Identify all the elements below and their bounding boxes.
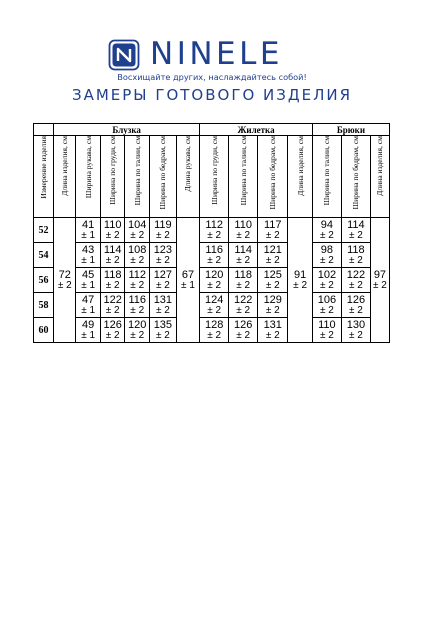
vest-chest-cell: [200, 293, 229, 318]
sleeve-width-cell: [76, 243, 101, 268]
col-header-cell: [54, 136, 76, 218]
waist-width-cell: [125, 243, 150, 268]
measure-value: 118: [347, 244, 365, 256]
measure-tolerance: ± 2: [155, 330, 170, 341]
trousers-waist-cell: [312, 318, 341, 343]
group-bluzka: Блузка: [54, 124, 200, 136]
chest-width-cell: [100, 268, 125, 293]
vest-chest-cell: [200, 243, 229, 268]
vest-hips-cell: [258, 293, 288, 318]
hips-width-cell: [149, 318, 176, 343]
sleeve-width-cell: [76, 268, 101, 293]
trousers-waist-cell: [312, 218, 341, 243]
measure-tolerance: ± 2: [155, 305, 170, 316]
measure-tolerance: ± 2: [207, 280, 222, 291]
measure-tolerance: ± 2: [236, 230, 251, 241]
measure-tolerance: ± 2: [105, 305, 120, 316]
measure-value: 129: [263, 294, 282, 306]
waist-width-cell: [125, 268, 150, 293]
sleeve-width-cell: [76, 218, 101, 243]
brand-tagline: Восхищайте других, наслаждайтесь собой!: [117, 72, 307, 82]
page-title: ЗАМЕРЫ ГОТОВОГО ИЗДЕЛИЯ: [71, 86, 353, 104]
measure-value: 110: [234, 219, 252, 231]
measure-tolerance: ± 2: [319, 280, 334, 291]
measure-value: 97: [373, 269, 387, 281]
vest-hips-cell: [258, 268, 288, 293]
group-zhiletka: Жилетка: [200, 124, 313, 136]
col-header-cell: [229, 136, 258, 218]
size-cell: 52: [34, 218, 54, 243]
size-cell: 60: [34, 318, 54, 343]
col-header-cell: [258, 136, 288, 218]
measure-value: 117: [263, 219, 282, 231]
col-header: Ширина рукава, см: [83, 136, 93, 199]
vest-hips-cell: [258, 243, 288, 268]
measure-value: 112: [128, 269, 146, 281]
measure-tolerance: ± 1: [81, 230, 96, 241]
measure-tolerance: ± 1: [181, 280, 195, 291]
measure-tolerance: ± 2: [236, 330, 251, 341]
measure-value: 116: [128, 294, 146, 306]
chest-width-cell: [100, 218, 125, 243]
measure-value: 98: [320, 244, 334, 256]
measure-tolerance: ± 2: [236, 305, 251, 316]
group-header-row: [34, 124, 390, 136]
measure-tolerance: ± 2: [319, 330, 334, 341]
measure-tolerance: ± 2: [373, 280, 387, 291]
hips-width-cell: [149, 293, 176, 318]
measure-tolerance: ± 2: [105, 330, 120, 341]
measure-value: 122: [103, 294, 122, 306]
measure-value: 131: [153, 294, 173, 306]
chest-width-cell: [100, 293, 125, 318]
trousers-hips-cell: [341, 318, 370, 343]
col-header: Ширина по бедрам, см: [158, 136, 168, 210]
waist-width-cell: [125, 318, 150, 343]
vest-waist-cell: [229, 243, 258, 268]
col-header-cell: [312, 136, 341, 218]
measure-value: 126: [346, 294, 366, 306]
trousers-waist-cell: [312, 268, 341, 293]
measure-tolerance: ± 2: [265, 230, 280, 241]
measure-tolerance: ± 2: [236, 255, 251, 266]
measure-value: 67: [181, 269, 195, 281]
measure-value: 123: [153, 244, 173, 256]
col-header-cell: [176, 136, 199, 218]
measure-value: 45: [82, 269, 95, 281]
trousers-waist-cell: [312, 293, 341, 318]
measure-value: 94: [320, 219, 334, 231]
trousers-waist-cell: [312, 243, 341, 268]
sleeve-length-cell: [176, 218, 199, 343]
measure-value: 121: [263, 244, 282, 256]
measure-tolerance: ± 2: [236, 280, 251, 291]
vest-hips-cell: [258, 318, 288, 343]
measure-value: 114: [347, 219, 365, 231]
measure-value: 110: [318, 319, 336, 331]
col-header-cell: [125, 136, 150, 218]
col-header: Длина изделия, см: [375, 136, 385, 196]
measure-tolerance: ± 2: [105, 230, 120, 241]
measure-value: 131: [263, 319, 282, 331]
measure-value: 126: [103, 319, 122, 331]
table-row: [34, 218, 390, 243]
size-cell: 56: [34, 268, 54, 293]
measure-value: 118: [103, 269, 122, 281]
measure-tolerance: ± 1: [81, 255, 96, 266]
chest-width-cell: [100, 243, 125, 268]
corner-cell: [34, 124, 54, 136]
measure-tolerance: ± 1: [81, 330, 96, 341]
measure-tolerance: ± 2: [319, 255, 334, 266]
measure-tolerance: ± 2: [130, 230, 145, 241]
measure-value: 104: [128, 219, 147, 231]
logo-emblem-icon: [108, 39, 140, 71]
measure-tolerance: ± 2: [265, 280, 280, 291]
hips-width-cell: [149, 218, 176, 243]
col-header: Ширина по груди, см: [108, 136, 118, 205]
table-row: [34, 268, 390, 293]
measure-tolerance: ± 2: [319, 305, 334, 316]
measure-tolerance: ± 2: [207, 230, 222, 241]
measure-value: 112: [205, 219, 223, 231]
bluzka-length-cell: [54, 218, 76, 343]
col-header-cell: [149, 136, 176, 218]
measure-tolerance: ± 2: [130, 330, 145, 341]
measure-value: 47: [82, 294, 95, 306]
vest-waist-cell: [229, 268, 258, 293]
sleeve-width-cell: [76, 293, 101, 318]
table-row: [34, 318, 390, 343]
measure-tolerance: ± 2: [155, 280, 170, 291]
measure-tolerance: ± 2: [348, 230, 363, 241]
group-bryuki: Брюки: [312, 124, 389, 136]
vest-waist-cell: [229, 318, 258, 343]
measure-value: 119: [154, 219, 172, 231]
measure-value: 122: [234, 294, 253, 306]
measure-tolerance: ± 2: [207, 330, 222, 341]
size-cell: 58: [34, 293, 54, 318]
measure-value: 110: [103, 219, 122, 231]
trousers-hips-cell: [341, 243, 370, 268]
measure-tolerance: ± 2: [348, 280, 363, 291]
measure-value: 130: [346, 319, 366, 331]
measure-value: 126: [234, 319, 253, 331]
col-header: Ширина по талии, см: [132, 136, 142, 206]
size-cell: 54: [34, 243, 54, 268]
waist-width-cell: [125, 293, 150, 318]
measure-value: 106: [317, 294, 337, 306]
trousers-hips-cell: [341, 268, 370, 293]
measure-value: 116: [205, 244, 223, 256]
measure-value: 118: [234, 269, 252, 281]
vest-chest-cell: [200, 268, 229, 293]
col-header-cell: [288, 136, 313, 218]
waist-width-cell: [125, 218, 150, 243]
measure-value: 125: [263, 269, 282, 281]
measure-value: 135: [153, 319, 173, 331]
chest-width-cell: [100, 318, 125, 343]
size-header-cell: [34, 136, 54, 218]
measure-tolerance: ± 2: [207, 255, 222, 266]
measure-tolerance: ± 2: [155, 255, 170, 266]
measure-value: 49: [82, 319, 95, 331]
measure-tolerance: ± 2: [130, 305, 145, 316]
table-row: [34, 293, 390, 318]
measure-tolerance: ± 2: [348, 305, 363, 316]
measure-value: 128: [205, 319, 224, 331]
hips-width-cell: [149, 268, 176, 293]
col-header-cell: [370, 136, 389, 218]
measure-tolerance: ± 2: [207, 305, 222, 316]
measure-value: 102: [317, 269, 337, 281]
col-header-cell: [200, 136, 229, 218]
measure-tolerance: ± 2: [265, 255, 280, 266]
measure-value: 122: [346, 269, 366, 281]
measure-value: 43: [82, 244, 95, 256]
measure-value: 114: [103, 244, 122, 256]
measure-tolerance: ± 2: [293, 280, 307, 291]
table-row: [34, 243, 390, 268]
measure-value: 91: [293, 269, 307, 281]
measure-tolerance: ± 2: [348, 330, 363, 341]
col-header-cell: [100, 136, 125, 218]
brand-logo: [108, 38, 318, 74]
measure-tolerance: ± 2: [348, 255, 363, 266]
measure-tolerance: ± 2: [130, 280, 145, 291]
column-header-row: [34, 136, 390, 218]
trousers-hips-cell: [341, 218, 370, 243]
measure-tolerance: ± 1: [81, 280, 96, 291]
vest-waist-cell: [229, 218, 258, 243]
col-header-cell: [76, 136, 101, 218]
trousers-length-cell: [370, 218, 389, 343]
col-header: Ширина по талии, см: [238, 136, 248, 206]
measurements-table: [33, 123, 390, 343]
measure-tolerance: ± 2: [57, 280, 72, 291]
measure-value: 127: [153, 269, 173, 281]
measure-tolerance: ± 2: [319, 230, 334, 241]
hips-width-cell: [149, 243, 176, 268]
vest-chest-cell: [200, 218, 229, 243]
col-header: Ширина по бедрам, см: [351, 136, 361, 210]
col-header: Ширина по талии, см: [322, 136, 332, 206]
measure-value: 124: [205, 294, 224, 306]
measure-tolerance: ± 2: [130, 255, 145, 266]
measure-value: 72: [58, 269, 71, 281]
measure-tolerance: ± 2: [265, 330, 280, 341]
measure-tolerance: ± 1: [81, 305, 96, 316]
size-header: Измерение изделия: [39, 136, 49, 199]
col-header: Ширина по бедрам, см: [268, 136, 278, 210]
measure-value: 120: [205, 269, 224, 281]
col-header: Длина рукава, см: [183, 136, 193, 192]
measure-value: 41: [82, 219, 95, 231]
vest-hips-cell: [258, 218, 288, 243]
col-header: Длина изделия, см: [60, 136, 70, 196]
vest-chest-cell: [200, 318, 229, 343]
measure-tolerance: ± 2: [105, 280, 120, 291]
col-header: Длина изделия, см: [295, 136, 305, 196]
trousers-hips-cell: [341, 293, 370, 318]
measure-tolerance: ± 2: [265, 305, 280, 316]
measure-value: 108: [128, 244, 147, 256]
measure-tolerance: ± 2: [105, 255, 120, 266]
measure-value: 120: [128, 319, 147, 331]
measure-value: 114: [234, 244, 252, 256]
vest-length-cell: [288, 218, 313, 343]
measure-tolerance: ± 2: [155, 230, 170, 241]
sleeve-width-cell: [76, 318, 101, 343]
vest-waist-cell: [229, 293, 258, 318]
col-header-cell: [341, 136, 370, 218]
col-header: Ширина по груди, см: [209, 136, 219, 205]
brand-name: NINELE: [150, 36, 283, 72]
